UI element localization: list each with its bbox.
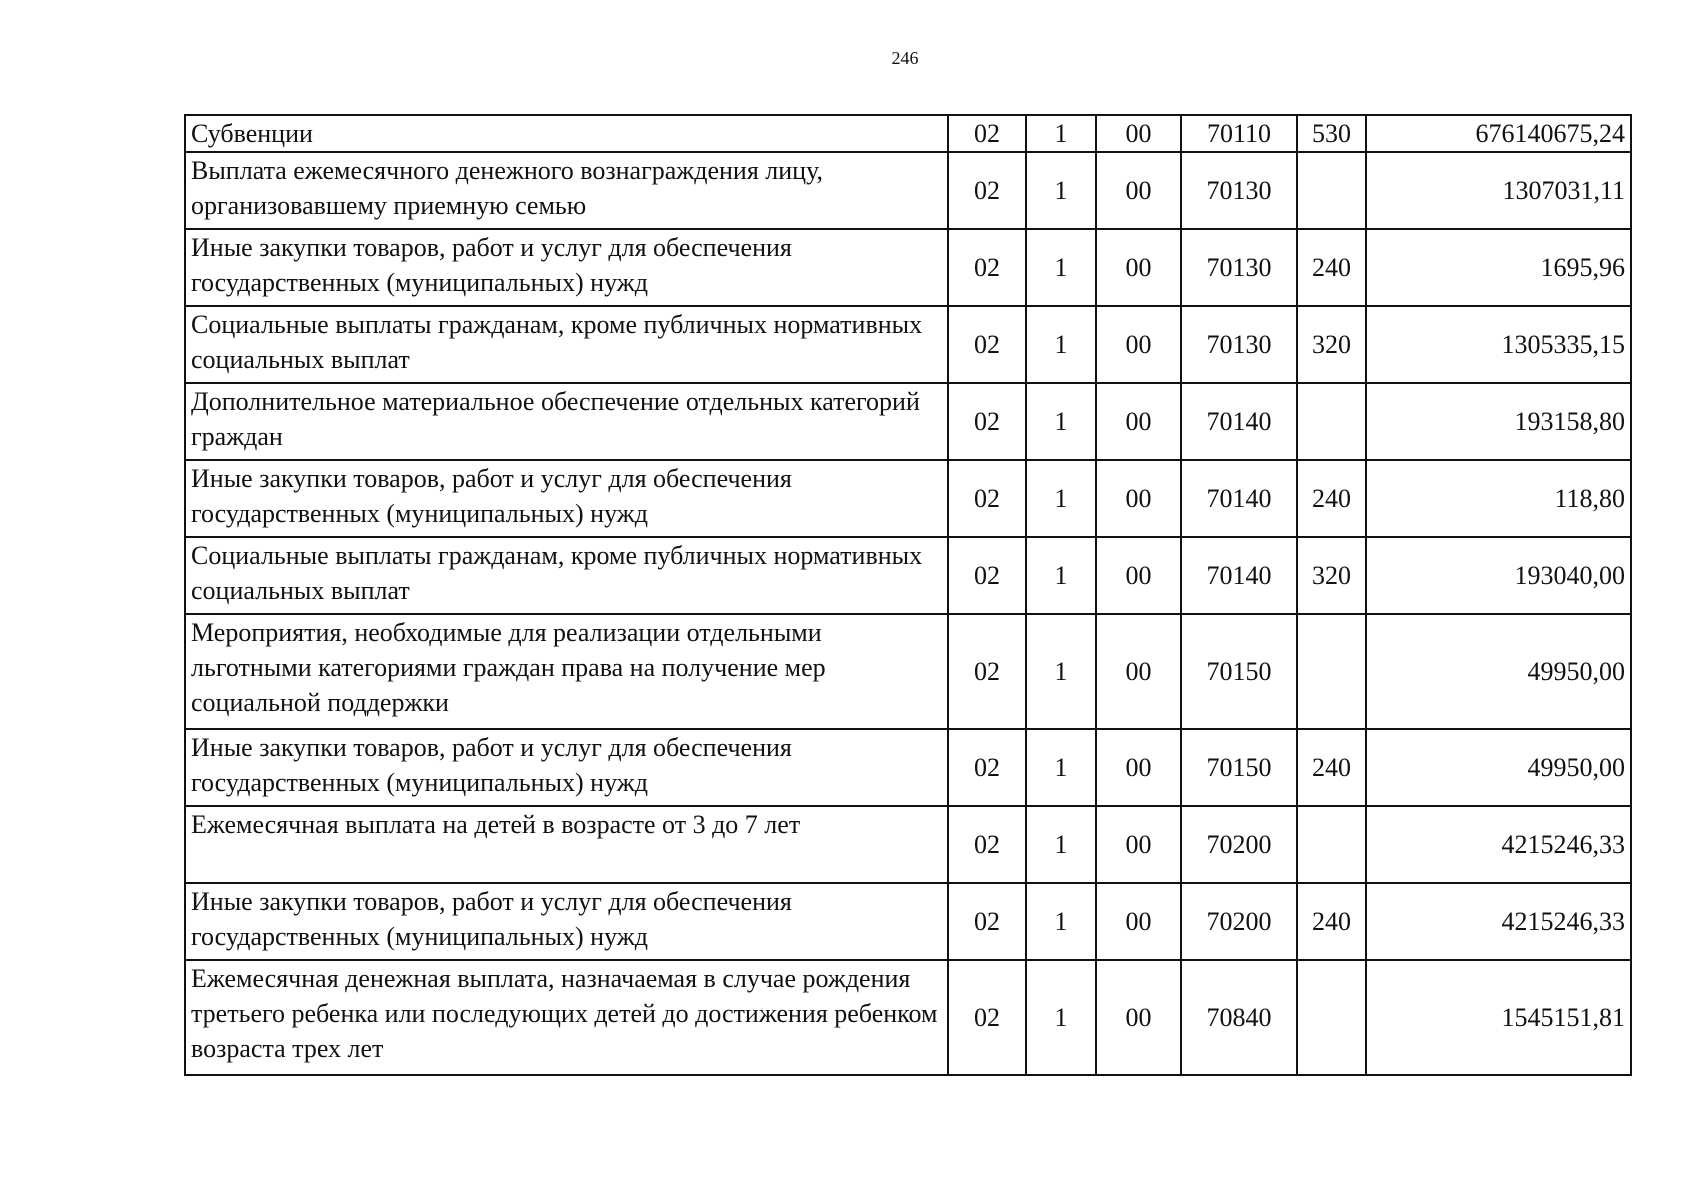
row-code-4: 70150 — [1181, 729, 1297, 806]
row-amount: 118,80 — [1366, 460, 1631, 537]
row-name: Субвенции — [185, 115, 948, 152]
row-amount: 49950,00 — [1366, 614, 1631, 729]
row-code-4: 70200 — [1181, 883, 1297, 960]
row-name: Ежемесячная денежная выплата, назначаемая в случае рождения третьего ребенка или последующих детей до достижения ребенком возраста трех лет — [185, 960, 948, 1075]
row-code-1: 02 — [948, 960, 1026, 1075]
table-row — [185, 383, 1631, 460]
row-code-5 — [1297, 614, 1366, 729]
row-code-3: 00 — [1096, 729, 1181, 806]
row-code-3: 00 — [1096, 306, 1181, 383]
row-code-2: 1 — [1026, 960, 1096, 1075]
row-name: Иные закупки товаров, работ и услуг для обеспечения государственных (муниципальных) нужд — [185, 229, 948, 306]
table-row — [185, 883, 1631, 960]
row-code-1: 02 — [948, 806, 1026, 883]
table-row — [185, 537, 1631, 614]
row-name: Иные закупки товаров, работ и услуг для обеспечения государственных (муниципальных) нужд — [185, 460, 948, 537]
row-amount: 4215246,33 — [1366, 806, 1631, 883]
table-row — [185, 460, 1631, 537]
row-code-2: 1 — [1026, 537, 1096, 614]
row-code-1: 02 — [948, 229, 1026, 306]
row-code-2: 1 — [1026, 152, 1096, 229]
row-code-4: 70140 — [1181, 537, 1297, 614]
row-code-5: 240 — [1297, 229, 1366, 306]
row-code-4: 70110 — [1181, 115, 1297, 152]
table-row — [185, 306, 1631, 383]
row-code-5 — [1297, 806, 1366, 883]
row-code-3: 00 — [1096, 152, 1181, 229]
row-code-5 — [1297, 152, 1366, 229]
row-name: Дополнительное материальное обеспечение отдельных категорий граждан — [185, 383, 948, 460]
row-amount: 49950,00 — [1366, 729, 1631, 806]
row-code-1: 02 — [948, 729, 1026, 806]
row-code-5 — [1297, 383, 1366, 460]
row-name: Мероприятия, необходимые для реализации отдельными льготными категориями граждан права на получение мер социальной поддержки — [185, 614, 948, 729]
row-amount: 193158,80 — [1366, 383, 1631, 460]
row-code-4: 70130 — [1181, 229, 1297, 306]
row-code-1: 02 — [948, 306, 1026, 383]
row-amount: 1307031,11 — [1366, 152, 1631, 229]
row-amount: 1305335,15 — [1366, 306, 1631, 383]
row-code-4: 70130 — [1181, 152, 1297, 229]
table-row — [185, 115, 1631, 152]
row-code-3: 00 — [1096, 460, 1181, 537]
row-code-1: 02 — [948, 383, 1026, 460]
table-row — [185, 806, 1631, 883]
row-code-1: 02 — [948, 115, 1026, 152]
row-code-4: 70140 — [1181, 383, 1297, 460]
row-code-2: 1 — [1026, 806, 1096, 883]
row-code-5 — [1297, 960, 1366, 1075]
table-row — [185, 229, 1631, 306]
table-row — [185, 960, 1631, 1075]
table-row — [185, 152, 1631, 229]
row-name: Выплата ежемесячного денежного вознаграждения лицу, организовавшему приемную семью — [185, 152, 948, 229]
row-code-1: 02 — [948, 460, 1026, 537]
row-code-4: 70130 — [1181, 306, 1297, 383]
row-code-5: 530 — [1297, 115, 1366, 152]
budget-table-body — [185, 115, 1631, 1075]
row-name: Иные закупки товаров, работ и услуг для обеспечения государственных (муниципальных) нужд — [185, 729, 948, 806]
table-row — [185, 729, 1631, 806]
row-code-5: 240 — [1297, 883, 1366, 960]
row-amount: 1545151,81 — [1366, 960, 1631, 1075]
row-amount: 193040,00 — [1366, 537, 1631, 614]
row-code-3: 00 — [1096, 614, 1181, 729]
row-code-5: 320 — [1297, 537, 1366, 614]
row-code-3: 00 — [1096, 383, 1181, 460]
row-code-5: 240 — [1297, 729, 1366, 806]
row-code-5: 240 — [1297, 460, 1366, 537]
page-number: 246 — [891, 48, 919, 68]
row-name: Социальные выплаты гражданам, кроме публичных нормативных социальных выплат — [185, 537, 948, 614]
row-code-3: 00 — [1096, 537, 1181, 614]
budget-table — [184, 114, 1632, 1076]
table-row — [185, 614, 1631, 729]
row-code-1: 02 — [948, 614, 1026, 729]
row-code-1: 02 — [948, 152, 1026, 229]
row-code-4: 70150 — [1181, 614, 1297, 729]
row-code-2: 1 — [1026, 306, 1096, 383]
row-name: Ежемесячная выплата на детей в возрасте от 3 до 7 лет — [185, 806, 948, 883]
row-code-4: 70840 — [1181, 960, 1297, 1075]
row-name: Социальные выплаты гражданам, кроме публичных нормативных социальных выплат — [185, 306, 948, 383]
row-code-2: 1 — [1026, 229, 1096, 306]
row-code-3: 00 — [1096, 115, 1181, 152]
row-code-2: 1 — [1026, 115, 1096, 152]
row-code-2: 1 — [1026, 460, 1096, 537]
row-code-5: 320 — [1297, 306, 1366, 383]
row-code-4: 70140 — [1181, 460, 1297, 537]
row-amount: 676140675,24 — [1366, 115, 1631, 152]
row-code-2: 1 — [1026, 614, 1096, 729]
row-code-4: 70200 — [1181, 806, 1297, 883]
row-code-1: 02 — [948, 537, 1026, 614]
row-code-2: 1 — [1026, 883, 1096, 960]
row-name: Иные закупки товаров, работ и услуг для обеспечения государственных (муниципальных) нужд — [185, 883, 948, 960]
row-amount: 4215246,33 — [1366, 883, 1631, 960]
row-amount: 1695,96 — [1366, 229, 1631, 306]
row-code-2: 1 — [1026, 729, 1096, 806]
row-code-2: 1 — [1026, 383, 1096, 460]
row-code-1: 02 — [948, 883, 1026, 960]
row-code-3: 00 — [1096, 229, 1181, 306]
row-code-3: 00 — [1096, 960, 1181, 1075]
row-code-3: 00 — [1096, 883, 1181, 960]
row-code-3: 00 — [1096, 806, 1181, 883]
